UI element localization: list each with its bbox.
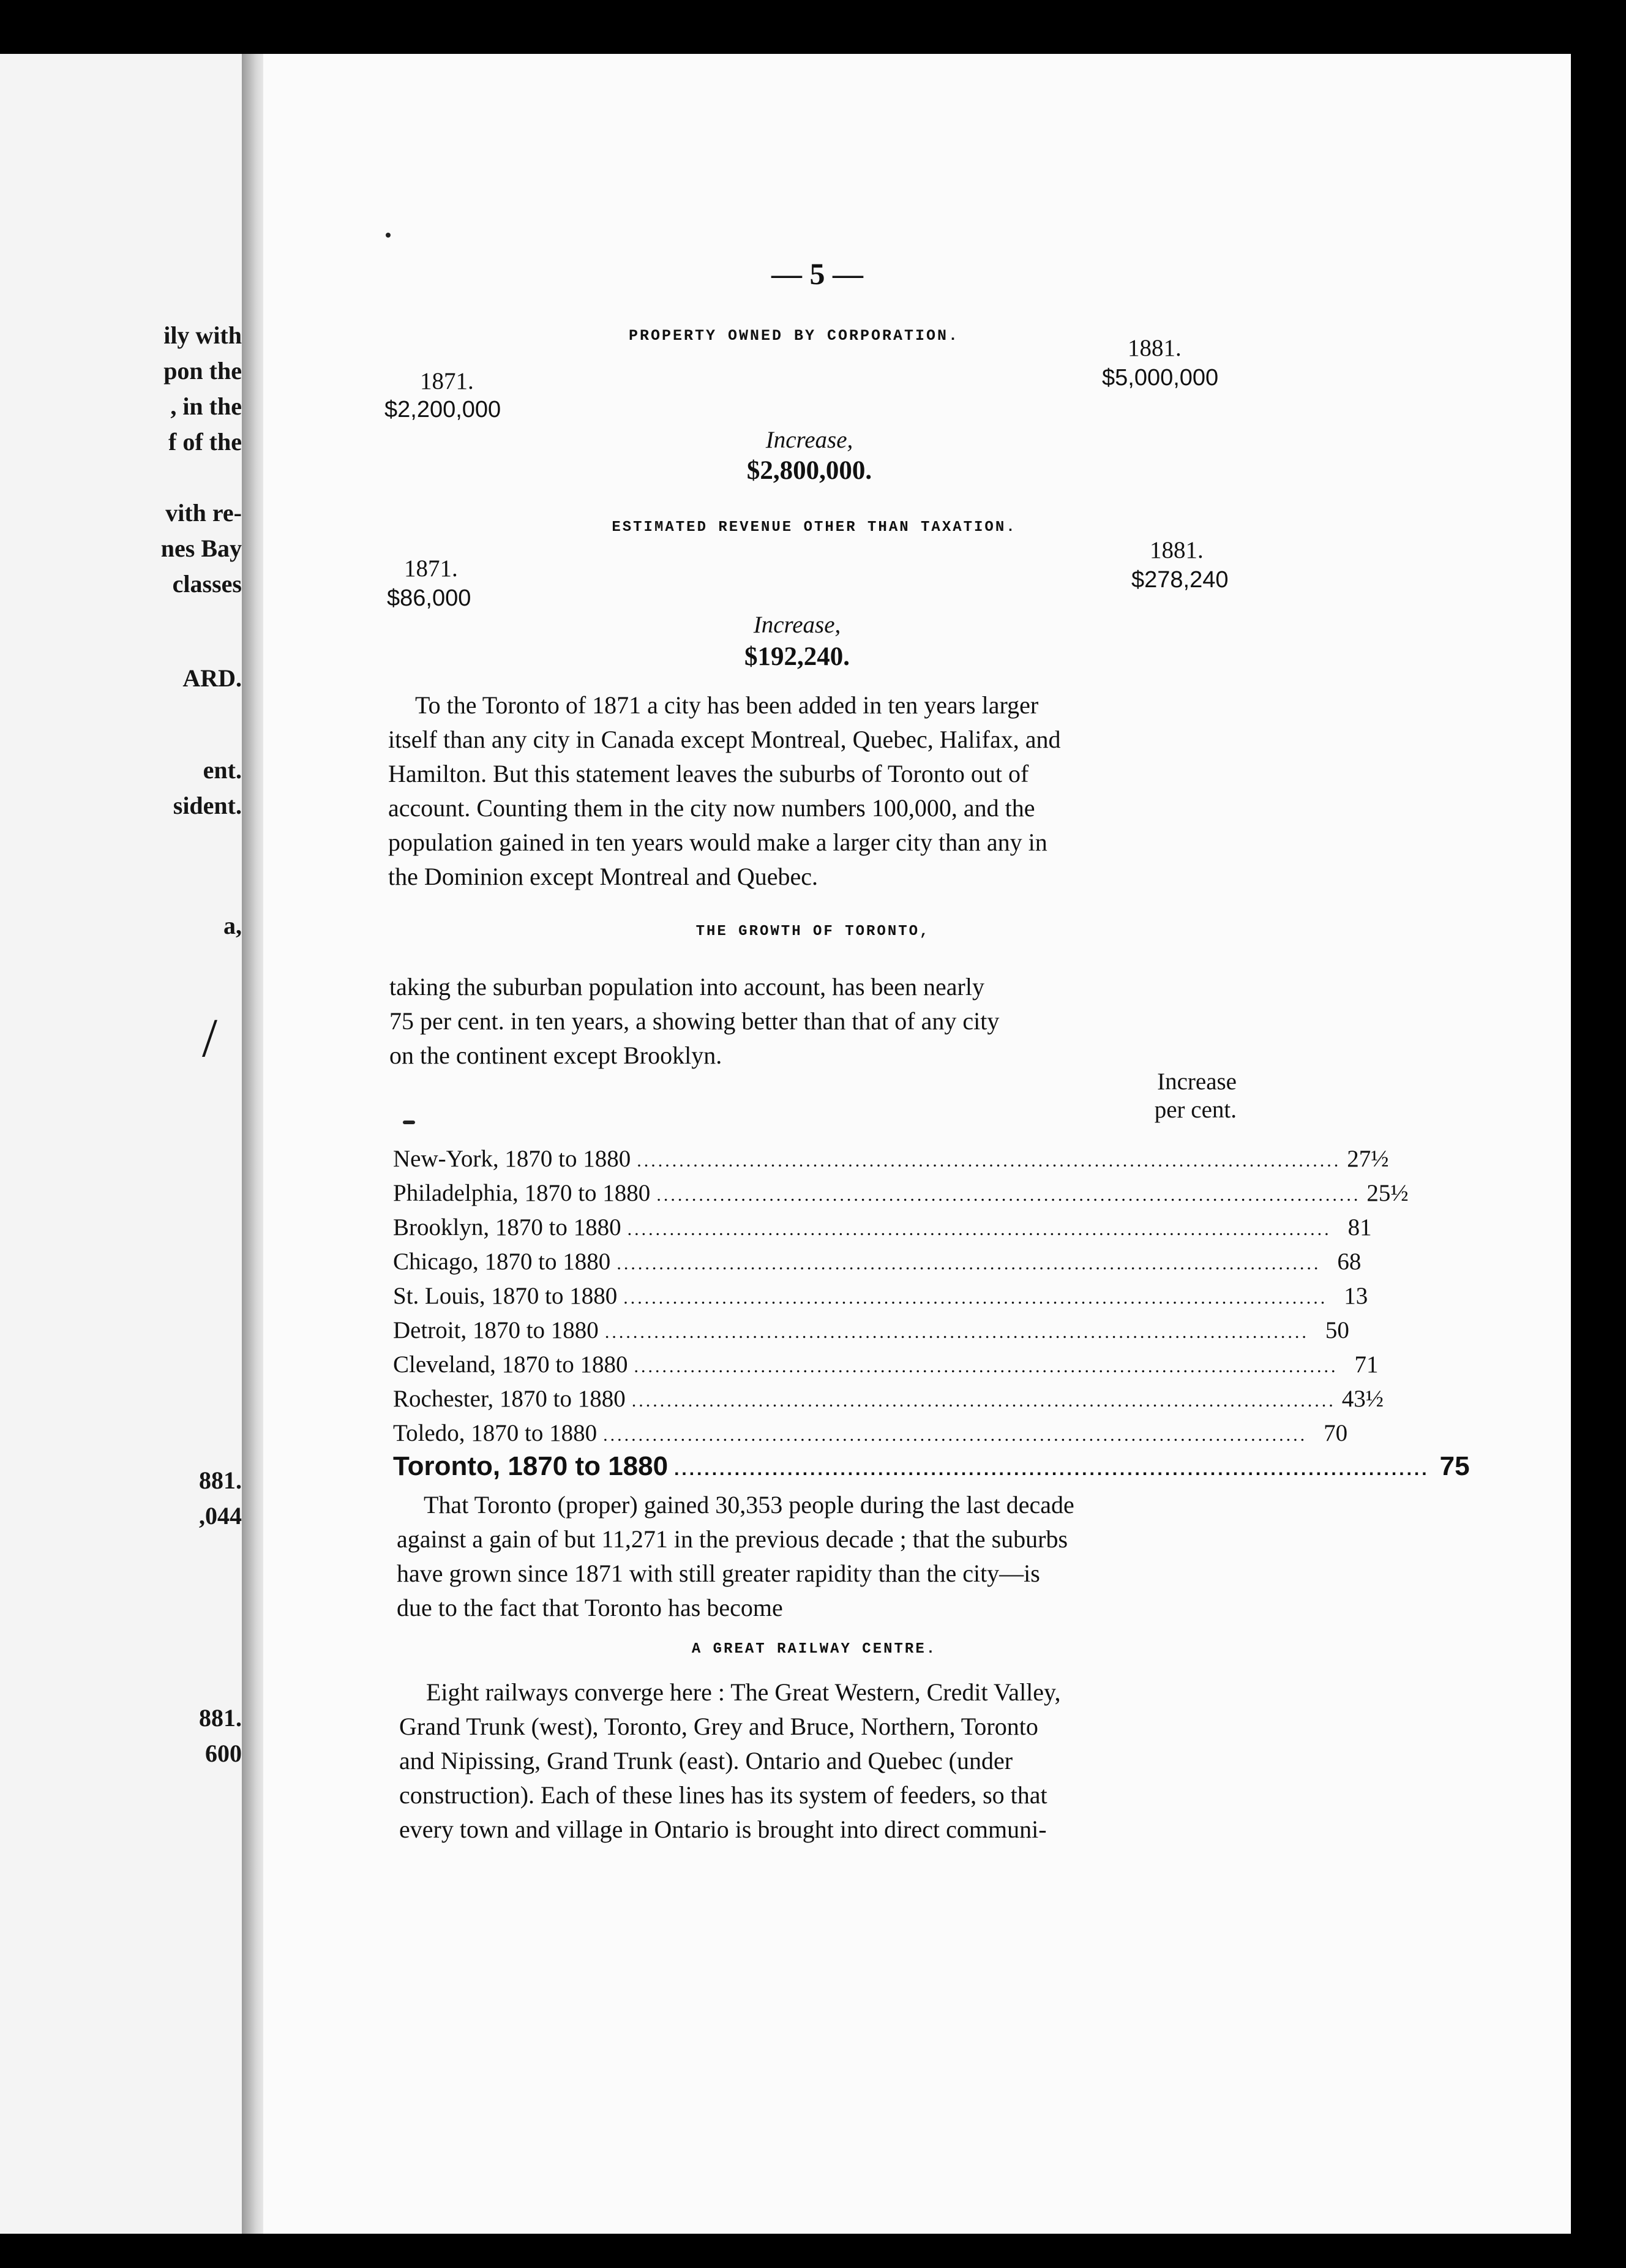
- table-leader: ....................................................................................................: [656, 1185, 1361, 1205]
- table-header-per-cent: per cent.: [1154, 1097, 1237, 1123]
- table-leader: ....................................................................................................: [627, 1219, 1332, 1239]
- table-row: [393, 1179, 1409, 1211]
- property-value-1881: $5,000,000: [1102, 365, 1219, 391]
- table-leader: ....................................................................................................: [604, 1322, 1309, 1342]
- property-value-1871: $2,200,000: [384, 397, 501, 422]
- left-fragment: vith re-: [165, 499, 242, 527]
- paragraph-line: 75 per cent. in ten years, a showing better than that of any city: [389, 1007, 1000, 1035]
- paragraph-line: and Nipissing, Grand Trunk (east). Ontario and Quebec (under: [399, 1747, 1013, 1774]
- left-fragment: a,: [223, 912, 242, 939]
- table-value: 43½: [1341, 1386, 1384, 1412]
- table-value: 13: [1344, 1283, 1368, 1309]
- left-fragment: ent.: [203, 756, 242, 784]
- table-city: Chicago, 1870 to 1880: [393, 1249, 611, 1275]
- paragraph-line: taking the suburban population into account, has been nearly: [389, 973, 984, 1001]
- left-fragment: 600: [205, 1740, 242, 1767]
- page-number: — 5 —: [771, 257, 863, 291]
- table-value: 50: [1325, 1317, 1349, 1343]
- revenue-increase-label: Increase,: [753, 612, 841, 638]
- paragraph-line: That Toronto (proper) gained 30,353 people during the last decade: [424, 1491, 1074, 1519]
- table-city: Brooklyn, 1870 to 1880: [393, 1214, 621, 1241]
- left-fragment: nes Bay: [160, 535, 242, 562]
- table-value: 27½: [1347, 1146, 1389, 1172]
- left-fragment: 881.: [199, 1704, 242, 1732]
- property-increase-label: Increase,: [765, 427, 853, 453]
- paragraph-line: itself than any city in Canada except Montreal, Quebec, Halifax, and: [388, 726, 1061, 753]
- paragraph-line: every town and village in Ontario is brought into direct communi-: [399, 1816, 1047, 1843]
- table-row-toronto: [393, 1451, 1470, 1483]
- page-gutter: [242, 54, 266, 2234]
- left-fragment: ily with: [163, 321, 242, 349]
- table-value: 75: [1439, 1451, 1470, 1481]
- paragraph-line: have grown since 1871 with still greater rapidity than the city—is: [397, 1560, 1040, 1587]
- paragraph-line: due to the fact that Toronto has become: [397, 1594, 783, 1621]
- table-row: [393, 1248, 1362, 1280]
- paragraph-line: against a gain of but 11,271 in the previous decade ; that the suburbs: [397, 1525, 1068, 1553]
- left-facing-page: [0, 54, 242, 2234]
- left-fragment: ARD.: [182, 664, 242, 692]
- table-city: St. Louis, 1870 to 1880: [393, 1283, 618, 1309]
- revenue-heading: ESTIMATED REVENUE OTHER THAN TAXATION.: [612, 519, 1017, 536]
- table-value: 71: [1354, 1351, 1379, 1378]
- table-value: 68: [1337, 1249, 1362, 1275]
- paragraph-line: the Dominion except Montreal and Quebec.: [388, 863, 818, 890]
- revenue-increase-value: $192,240.: [744, 642, 850, 671]
- revenue-value-1881: $278,240: [1131, 567, 1229, 593]
- ink-mark: [403, 1121, 415, 1124]
- property-year-1871: 1871.: [420, 368, 474, 394]
- paragraph-line: To the Toronto of 1871 a city has been added in ten years larger: [415, 691, 1039, 719]
- left-fragment: pon the: [163, 357, 242, 385]
- right-page: [263, 54, 1571, 2234]
- table-city: Cleveland, 1870 to 1880: [393, 1351, 628, 1378]
- table-city: Toronto, 1870 to 1880: [393, 1451, 669, 1481]
- table-leader: ....................................................................................................: [616, 1253, 1321, 1274]
- left-fragment: , in the: [170, 392, 242, 420]
- table-city: Rochester, 1870 to 1880: [393, 1386, 626, 1412]
- paragraph-line: Hamilton. But this statement leaves the suburbs of Toronto out of: [388, 760, 1029, 787]
- table-city: New-York, 1870 to 1880: [393, 1146, 631, 1172]
- table-value: 70: [1324, 1420, 1348, 1446]
- table-leader: ....................................................................................................: [674, 1459, 1429, 1479]
- left-fragment: 881.: [199, 1466, 242, 1494]
- growth-heading: THE GROWTH OF TORONTO,: [695, 923, 931, 940]
- table-header: [1120, 1068, 1237, 1124]
- paragraph-line: Eight railways converge here : The Great Western, Credit Valley,: [426, 1678, 1061, 1706]
- left-fragment: /: [201, 1008, 217, 1068]
- table-leader: ....................................................................................................: [637, 1151, 1341, 1171]
- table-leader: ....................................................................................................: [623, 1288, 1328, 1308]
- paragraph-line: population gained in ten years would make a larger city than any in: [388, 828, 1047, 856]
- paragraph-line: account. Counting them in the city now numbers 100,000, and the: [388, 794, 1035, 822]
- table-row: [393, 1419, 1348, 1451]
- table-value: 81: [1347, 1214, 1372, 1241]
- table-leader: ....................................................................................................: [603, 1425, 1308, 1445]
- revenue-year-1881: 1881.: [1150, 537, 1204, 563]
- table-row: [393, 1351, 1379, 1383]
- paragraph-line: construction). Each of these lines has its system of feeders, so that: [399, 1781, 1047, 1809]
- revenue-value-1871: $86,000: [387, 585, 471, 611]
- table-leader: ....................................................................................................: [634, 1356, 1338, 1376]
- table-row: [393, 1145, 1389, 1177]
- left-fragment: classes: [172, 570, 242, 598]
- table-row: [393, 1385, 1384, 1417]
- table-value: 25½: [1366, 1180, 1409, 1206]
- table-header-increase: Increase: [1157, 1068, 1237, 1095]
- table-city: Detroit, 1870 to 1880: [393, 1317, 599, 1343]
- left-fragment: f of the: [168, 428, 242, 456]
- left-fragment: sident.: [173, 792, 242, 819]
- paragraph-line: on the continent except Brooklyn.: [389, 1042, 722, 1069]
- table-row: [393, 1214, 1372, 1245]
- property-year-1881: 1881.: [1128, 335, 1182, 361]
- table-row: [393, 1316, 1349, 1348]
- railway-heading: A GREAT RAILWAY CENTRE.: [691, 1641, 937, 1658]
- left-fragment: ,044: [199, 1502, 242, 1530]
- table-city: Toledo, 1870 to 1880: [393, 1420, 598, 1446]
- revenue-year-1871: 1871.: [404, 555, 458, 582]
- ink-dot: [386, 233, 391, 238]
- table-city: Philadelphia, 1870 to 1880: [393, 1180, 651, 1206]
- property-increase-value: $2,800,000.: [746, 456, 872, 485]
- paragraph-line: Grand Trunk (west), Toronto, Grey and Bruce, Northern, Toronto: [399, 1713, 1038, 1740]
- property-heading: PROPERTY OWNED BY CORPORATION.: [628, 327, 960, 345]
- table-leader: ....................................................................................................: [631, 1391, 1336, 1411]
- table-row: [393, 1282, 1368, 1314]
